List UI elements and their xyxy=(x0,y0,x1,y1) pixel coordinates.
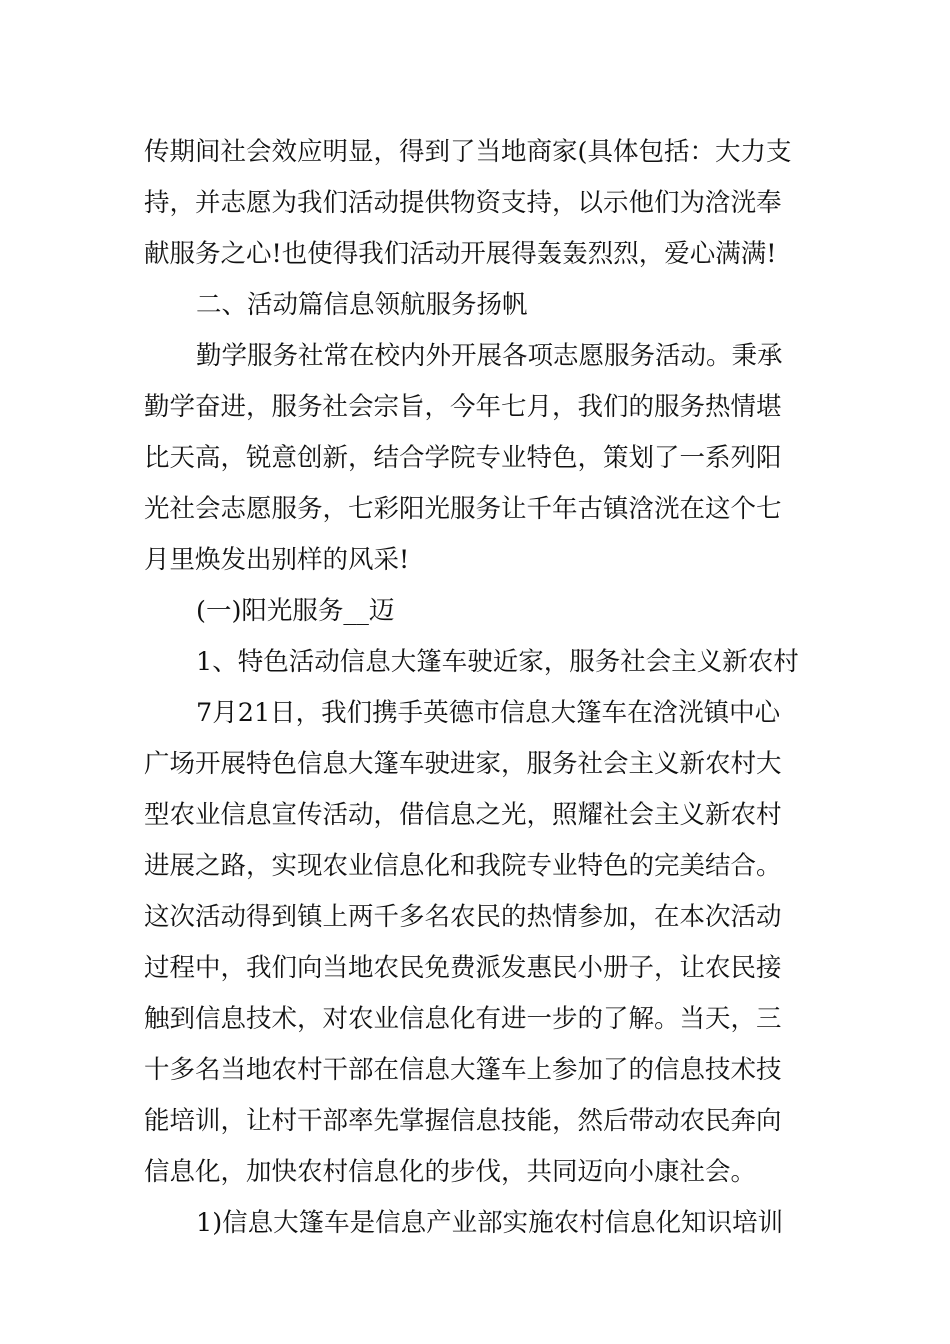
text-line: 7月21日，我们携手英德市信息大篷车在浛洸镇中心 xyxy=(196,698,781,728)
subsection-heading: (一)阳光服务__迈 xyxy=(196,596,395,626)
text-line: 进展之路，实现农业信息化和我院专业特色的完美结合。 xyxy=(144,851,782,881)
text-line: 型农业信息宣传活动，借信息之光，照耀社会主义新农村 xyxy=(144,800,782,830)
text-line: 勤学奋进，服务社会宗旨，今年七月，我们的服务热情堪 xyxy=(144,392,782,422)
text-line: 这次活动得到镇上两千多名农民的热情参加，在本次活动 xyxy=(144,902,782,932)
text-line: 比天高，锐意创新，结合学院专业特色，策划了一系列阳 xyxy=(144,443,782,473)
text-line: 过程中，我们向当地农民免费派发惠民小册子，让农民接 xyxy=(144,953,782,983)
text-line: 勤学服务社常在校内外开展各项志愿服务活动。秉承 xyxy=(196,341,783,371)
text-line: 广场开展特色信息大篷车驶进家，服务社会主义新农村大 xyxy=(144,749,782,779)
item-heading: 1、特色活动信息大篷车驶近家，服务社会主义新农村 xyxy=(196,647,799,677)
text-line: 信息化，加快农村信息化的步伐，共同迈向小康社会。 xyxy=(144,1157,757,1187)
document-body xyxy=(144,127,809,1249)
text-line: 1)信息大篷车是信息产业部实施农村信息化知识培训 xyxy=(196,1208,784,1238)
text-line: 十多名当地农村干部在信息大篷车上参加了的信息技术技 xyxy=(144,1055,782,1085)
text-line: 能培训，让村干部率先掌握信息技能，然后带动农民奔向 xyxy=(144,1106,782,1136)
text-line: 献服务之心!也使得我们活动开展得轰轰烈烈，爱心满满! xyxy=(144,239,777,269)
text-line: 月里焕发出别样的风采! xyxy=(144,545,410,575)
text-line: 持，并志愿为我们活动提供物资支持，以示他们为浛洸奉 xyxy=(144,188,782,218)
text-line: 光社会志愿服务，七彩阳光服务让千年古镇浛洸在这个七 xyxy=(144,494,782,524)
section-heading: 二、活动篇信息领航服务扬帆 xyxy=(196,290,528,320)
text-line: 传期间社会效应明显，得到了当地商家(具体包括：大力支 xyxy=(144,137,792,167)
text-line: 触到信息技术，对农业信息化有进一步的了解。当天，三 xyxy=(144,1004,782,1034)
